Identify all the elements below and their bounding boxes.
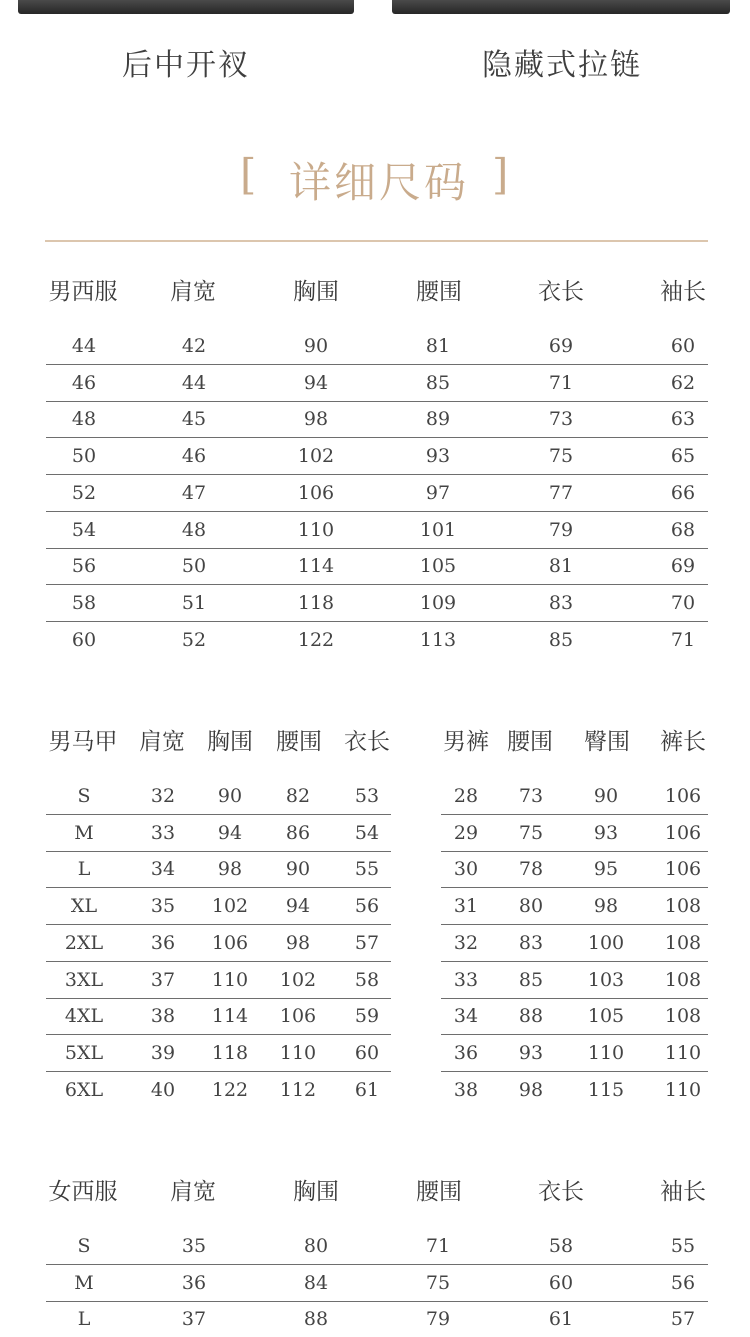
table-cell: 122: [211, 1078, 249, 1101]
table-cell: 108: [664, 895, 702, 918]
table-cell: L: [77, 858, 91, 881]
column-header: 男马甲: [48, 729, 118, 755]
table-cell: 90: [593, 785, 619, 807]
table-cell: 70: [670, 591, 696, 614]
table-cell: 110: [211, 968, 249, 991]
table-cell: 94: [285, 895, 311, 918]
column-header: 胸围: [293, 279, 339, 305]
table-cell: 110: [297, 518, 335, 541]
table-cell: 110: [664, 1041, 702, 1064]
table-cell: 57: [354, 931, 380, 954]
table-row: [441, 815, 708, 852]
table-cell: 66: [670, 481, 696, 504]
table-row: [441, 1072, 708, 1108]
table-cell: 46: [181, 445, 207, 468]
table-cell: 97: [425, 481, 451, 504]
table-cell: 95: [593, 858, 619, 881]
table-cell: 38: [453, 1078, 479, 1101]
column-header: 腰围: [416, 279, 462, 305]
table-cell: 73: [548, 408, 574, 431]
table-cell: 98: [518, 1078, 544, 1101]
table-cell: 85: [548, 628, 574, 651]
table-row: [46, 1301, 708, 1337]
table-cell: 36: [150, 931, 176, 954]
table-cell: 108: [664, 1005, 702, 1028]
table-cell: 54: [71, 518, 97, 541]
table-cell: 62: [670, 371, 696, 394]
table-cell: 122: [297, 628, 335, 651]
table-cell: 42: [181, 335, 207, 357]
table-cell: 69: [670, 555, 696, 578]
table-cell: 60: [71, 628, 97, 651]
table-cell: 90: [217, 785, 243, 807]
table-cell: 32: [453, 931, 479, 954]
table-row: [441, 998, 708, 1035]
table-cell: 68: [670, 518, 696, 541]
table-cell: S: [77, 785, 91, 807]
table-cell: 46: [71, 371, 97, 394]
table-cell: 56: [670, 1271, 696, 1294]
table-row: [46, 962, 391, 999]
table-cell: 82: [285, 785, 311, 807]
table-cell: 83: [518, 931, 544, 954]
table-row: [46, 585, 708, 622]
table-cell: 55: [354, 858, 380, 881]
table-cell: 50: [71, 445, 97, 468]
table-cell: 85: [425, 371, 451, 394]
column-header: 肩宽: [170, 279, 216, 305]
table-cell: 69: [548, 335, 574, 357]
table-cell: 60: [548, 1271, 574, 1294]
table-header: [46, 1173, 708, 1209]
table-cell: 60: [670, 335, 696, 357]
table-cell: 36: [453, 1041, 479, 1064]
table-row: [46, 401, 708, 438]
table-cell: 34: [150, 858, 176, 881]
table-row: [441, 962, 708, 999]
table-cell: 109: [419, 591, 457, 614]
column-header: 衣长: [344, 729, 390, 755]
table-cell: 2XL: [64, 931, 104, 954]
table-cell: 113: [419, 628, 457, 651]
table-cell: 35: [181, 1235, 207, 1257]
section-title-text: 详细尺码: [289, 158, 470, 207]
table-cell: 102: [211, 895, 249, 918]
table-cell: 58: [71, 591, 97, 614]
table-row: [46, 512, 708, 549]
table-row: [441, 888, 708, 925]
table-cell: 48: [181, 518, 207, 541]
table-cell: 118: [297, 591, 335, 614]
table-cell: 79: [425, 1308, 451, 1331]
table-cell: 88: [518, 1005, 544, 1028]
table-row: [46, 475, 708, 512]
table-cell: 98: [285, 931, 311, 954]
table-cell: 118: [211, 1041, 249, 1064]
table-cell: 112: [279, 1078, 317, 1101]
table-cell: 47: [181, 481, 207, 504]
table-cell: 84: [303, 1271, 329, 1294]
table-cell: 75: [548, 445, 574, 468]
table-cell: 51: [181, 591, 207, 614]
table-cell: 102: [297, 445, 335, 468]
table-row: [46, 438, 708, 475]
table-cell: 93: [425, 445, 451, 468]
column-header: 腰围: [276, 729, 322, 755]
column-header: 衣长: [538, 279, 584, 305]
table-cell: 101: [419, 518, 457, 541]
section-title: [0, 150, 750, 210]
table-cell: 85: [518, 968, 544, 991]
table-cell: 93: [593, 821, 619, 844]
table-cell: 98: [593, 895, 619, 918]
table-cell: 86: [285, 821, 311, 844]
column-header: 女西服: [48, 1179, 118, 1205]
table-cell: 35: [150, 895, 176, 918]
table-cell: 5XL: [64, 1041, 104, 1064]
table-cell: 44: [181, 371, 207, 394]
table-cell: 38: [150, 1005, 176, 1028]
table-row: [46, 328, 708, 365]
table-cell: 79: [548, 518, 574, 541]
table-cell: 33: [453, 968, 479, 991]
table-cell: 105: [587, 1005, 625, 1028]
table-cell: 31: [453, 895, 479, 918]
table-cell: 105: [419, 555, 457, 578]
table-cell: 63: [670, 408, 696, 431]
table-cell: 103: [587, 968, 625, 991]
column-header: 臀围: [584, 729, 630, 755]
column-header: 男裤: [443, 729, 489, 755]
table-cell: 81: [548, 555, 574, 578]
table-cell: M: [74, 1271, 94, 1294]
table-row: [46, 1265, 708, 1302]
table-cell: 94: [303, 371, 329, 394]
table-row: [441, 851, 708, 888]
table-cell: 106: [664, 858, 702, 881]
table-cell: 55: [670, 1235, 696, 1257]
table-cell: 106: [664, 785, 702, 807]
table-cell: S: [77, 1235, 91, 1257]
table-cell: 28: [453, 785, 479, 807]
bracket-close: ]: [492, 150, 509, 199]
table-cell: 80: [303, 1235, 329, 1257]
table-cell: 33: [150, 821, 176, 844]
table-row: [441, 1035, 708, 1072]
table-cell: 98: [303, 408, 329, 431]
table-cell: 71: [670, 628, 696, 651]
table-cell: 61: [548, 1308, 574, 1331]
table-cell: 110: [279, 1041, 317, 1064]
table-cell: 94: [217, 821, 243, 844]
table-cell: 83: [548, 591, 574, 614]
table-cell: 106: [279, 1005, 317, 1028]
table-cell: 36: [181, 1271, 207, 1294]
table-cell: 32: [150, 785, 176, 807]
table-row: [46, 365, 708, 402]
table-cell: 100: [587, 931, 625, 954]
column-header: 衣长: [538, 1179, 584, 1205]
table-cell: 93: [518, 1041, 544, 1064]
table-cell: 114: [297, 555, 335, 578]
table-cell: 106: [664, 821, 702, 844]
table-cell: 30: [453, 858, 479, 881]
table-cell: 89: [425, 408, 451, 431]
table-cell: 52: [71, 481, 97, 504]
table-cell: 75: [425, 1271, 451, 1294]
caption-hidden-zipper: 隐藏式拉链: [482, 48, 642, 83]
table-cell: 58: [354, 968, 380, 991]
table-cell: 98: [217, 858, 243, 881]
table-row: [46, 1072, 391, 1108]
table-cell: 37: [150, 968, 176, 991]
column-header: 袖长: [660, 279, 706, 305]
table-cell: 71: [548, 371, 574, 394]
table-cell: 106: [297, 481, 335, 504]
table-cell: M: [74, 821, 94, 844]
table-cell: 114: [211, 1005, 249, 1028]
table-cell: 78: [518, 858, 544, 881]
table-row: [46, 815, 391, 852]
table-row: [46, 622, 708, 658]
table-cell: 6XL: [64, 1078, 104, 1101]
column-header: 男西服: [48, 279, 118, 305]
table-cell: 106: [211, 931, 249, 954]
table-cell: 61: [354, 1078, 380, 1101]
table-cell: 75: [518, 821, 544, 844]
table-header: [46, 273, 708, 309]
table-cell: 48: [71, 408, 97, 431]
column-header: 袖长: [660, 1179, 706, 1205]
table-cell: 50: [181, 555, 207, 578]
column-header: 肩宽: [139, 729, 185, 755]
table-header: [441, 723, 708, 759]
table-row: [46, 888, 391, 925]
table-cell: 81: [425, 335, 451, 357]
table-cell: 110: [587, 1041, 625, 1064]
table-row: [441, 925, 708, 962]
column-header: 肩宽: [170, 1179, 216, 1205]
table-header: [46, 723, 391, 759]
table-cell: 115: [587, 1078, 625, 1101]
table-row: [46, 998, 391, 1035]
table-cell: 90: [285, 858, 311, 881]
table-cell: 44: [71, 335, 97, 357]
table-cell: 45: [181, 408, 207, 431]
table-cell: 73: [518, 785, 544, 807]
table-row: [441, 778, 708, 815]
table-cell: 90: [303, 335, 329, 357]
table-cell: 110: [664, 1078, 702, 1101]
table-cell: 60: [354, 1041, 380, 1064]
column-header: 裤长: [660, 729, 706, 755]
table-cell: 108: [664, 931, 702, 954]
column-header: 胸围: [293, 1179, 339, 1205]
table-cell: 39: [150, 1041, 176, 1064]
table-row: [46, 548, 708, 585]
column-header: 腰围: [416, 1179, 462, 1205]
table-cell: L: [77, 1308, 91, 1331]
table-cell: 3XL: [64, 968, 104, 991]
table-cell: 52: [181, 628, 207, 651]
table-cell: 34: [453, 1005, 479, 1028]
table-cell: XL: [70, 895, 98, 918]
table-cell: 29: [453, 821, 479, 844]
table-cell: 80: [518, 895, 544, 918]
table-cell: 71: [425, 1235, 451, 1257]
table-cell: 58: [548, 1235, 574, 1257]
table-row: [46, 778, 391, 815]
column-header: 胸围: [207, 729, 253, 755]
table-cell: 40: [150, 1078, 176, 1101]
table-cell: 108: [664, 968, 702, 991]
table-cell: 54: [354, 821, 380, 844]
table-cell: 53: [354, 785, 380, 807]
product-photo-back-vent: [18, 0, 354, 14]
table-cell: 59: [354, 1005, 380, 1028]
table-cell: 77: [548, 481, 574, 504]
table-cell: 88: [303, 1308, 329, 1331]
table-row: [46, 1035, 391, 1072]
table-cell: 57: [670, 1308, 696, 1331]
table-cell: 4XL: [64, 1005, 104, 1028]
table-cell: 102: [279, 968, 317, 991]
table-cell: 65: [670, 445, 696, 468]
table-cell: 56: [354, 895, 380, 918]
product-photo-hidden-zipper: [392, 0, 730, 14]
table-row: [46, 925, 391, 962]
title-divider: [45, 240, 708, 242]
table-row: [46, 1228, 708, 1265]
table-row: [46, 851, 391, 888]
table-cell: 37: [181, 1308, 207, 1331]
column-header: 腰围: [507, 729, 553, 755]
caption-back-vent: 后中开衩: [122, 48, 250, 83]
table-cell: 56: [71, 555, 97, 578]
bracket-open: [: [240, 150, 257, 199]
